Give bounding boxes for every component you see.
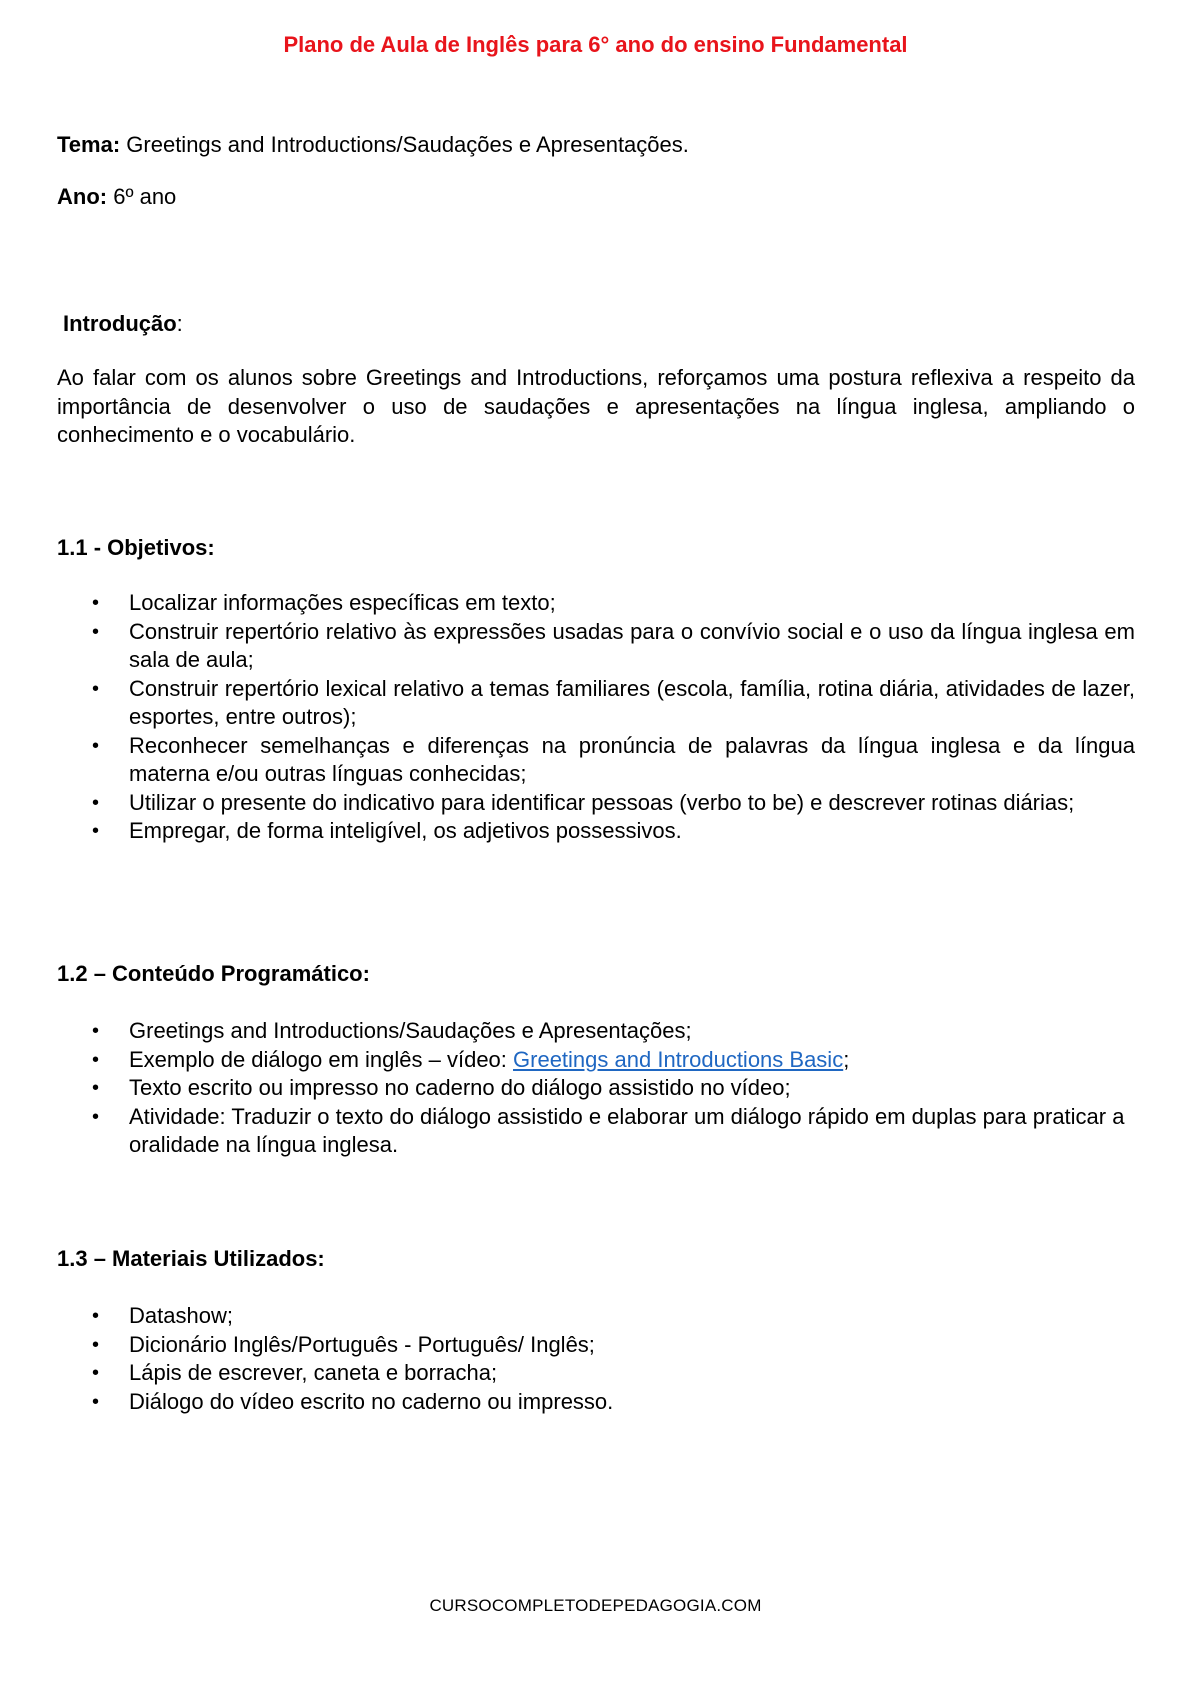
list-item [57, 1359, 1135, 1388]
list-item [57, 1302, 1135, 1331]
list-item [57, 1074, 1135, 1103]
ano-label: Ano: [57, 184, 108, 209]
list-item-suffix: ; [843, 1046, 850, 1072]
list-item [57, 1103, 1135, 1160]
materiais-list [57, 1302, 1135, 1416]
bullet-icon: • [92, 677, 100, 700]
bullet-icon: • [92, 1020, 100, 1042]
list-item [57, 1331, 1135, 1360]
list-item-text: Empregar, de forma inteligível, os adjetivos possessivos. [129, 818, 682, 843]
list-item [57, 1046, 1135, 1075]
list-item [57, 732, 1135, 789]
introducao-heading [63, 310, 183, 338]
list-item-text: Diálogo do vídeo escrito no caderno ou impresso. [129, 1388, 614, 1414]
bullet-icon: • [92, 1333, 100, 1356]
introducao-heading-text: Introdução [63, 311, 177, 336]
conteudo-list [57, 1017, 1135, 1160]
materiais-heading: 1.3 – Materiais Utilizados: [57, 1246, 325, 1271]
bullet-icon: • [92, 734, 100, 757]
bullet-icon: • [92, 1390, 100, 1413]
list-item-text: Construir repertório lexical relativo a temas familiares (escola, família, rotina diária, atividades de lazer, esportes, entre outros); [129, 675, 1135, 729]
video-link[interactable]: Greetings and Introductions Basic [513, 1046, 844, 1072]
list-item-text: Datashow; [129, 1303, 233, 1328]
list-item-text: Localizar informações específicas em texto; [129, 590, 556, 615]
list-item-text: Construir repertório relativo às expressões usadas para o convívio social e o uso da língua inglesa em sala de aula; [129, 618, 1135, 672]
list-item [57, 675, 1135, 732]
list-item-text: Texto escrito ou impresso no caderno do diálogo assistido no vídeo; [129, 1075, 791, 1100]
bullet-icon: • [92, 1048, 100, 1071]
list-item-text: Greetings and Introductions/Saudações e Apresentações; [129, 1018, 692, 1043]
list-item-text: Exemplo de diálogo em inglês – vídeo: [129, 1046, 514, 1072]
ano-value: 6º ano [107, 184, 177, 209]
bullet-icon: • [92, 1362, 100, 1384]
bullet-icon: • [92, 1305, 100, 1327]
bullet-icon: • [92, 1105, 100, 1128]
ano-field [57, 183, 176, 211]
introducao-paragraph: Ao falar com os alunos sobre Greetings and Introductions, reforçamos uma postura reflexiva a respeito da importância de desenvolver o uso de saudações e apresentações na língua inglesa, ampliando o conhecimento e o vocabulário. [57, 365, 1135, 447]
list-item [57, 618, 1135, 675]
introducao-heading-colon: : [176, 311, 183, 336]
bullet-icon: • [92, 592, 100, 614]
bullet-icon: • [92, 620, 100, 643]
list-item-text: Atividade: Traduzir o texto do diálogo assistido e elaborar um diálogo rápido em duplas para praticar a oralidade na língua inglesa. [129, 1103, 1125, 1157]
tema-label: Tema: [57, 132, 121, 157]
list-item-text: Reconhecer semelhanças e diferenças na pronúncia de palavras da língua inglesa e da língua materna e/ou outras línguas conhecidas; [129, 732, 1135, 786]
list-item-text: Lápis de escrever, caneta e borracha; [129, 1360, 498, 1385]
bullet-icon: • [92, 791, 100, 814]
document-title: Plano de Aula de Inglês para 6° ano do ensino Fundamental [283, 32, 908, 57]
tema-value: Greetings and Introductions/Saudações e Apresentações. [120, 132, 689, 157]
list-item-text: Utilizar o presente do indicativo para identificar pessoas (verbo to be) e descrever rotinas diárias; [129, 789, 1075, 815]
objetivos-heading: 1.1 - Objetivos: [57, 535, 215, 560]
objetivos-list [57, 589, 1135, 846]
list-item [57, 589, 1135, 618]
list-item [57, 789, 1135, 818]
list-item-text: Dicionário Inglês/Português - Português/ Inglês; [129, 1331, 595, 1357]
list-item [57, 817, 1135, 846]
tema-field [57, 131, 689, 159]
conteudo-heading: 1.2 – Conteúdo Programático: [57, 961, 370, 986]
bullet-icon: • [92, 1077, 100, 1099]
list-item [57, 1017, 1135, 1046]
list-item [57, 1388, 1135, 1417]
bullet-icon: • [92, 820, 100, 842]
footer-site-name: CURSOCOMPLETODEPEDAGOGIA.COM [429, 1596, 762, 1615]
